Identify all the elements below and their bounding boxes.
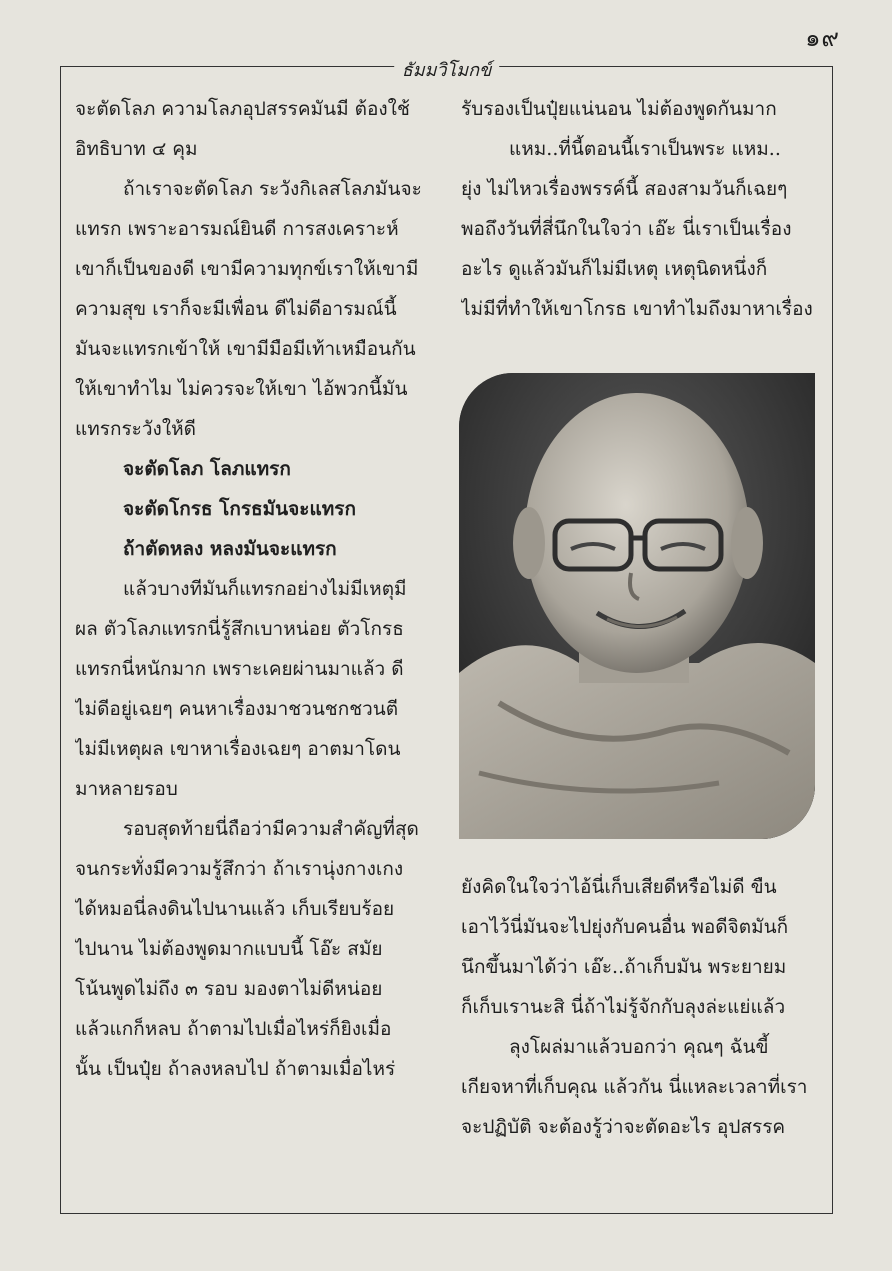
text-line: ถ้าตัดหลง หลงมันจะแทรก (123, 538, 337, 560)
text-line: ถ้าเราจะตัดโลภ ระวังกิเลสโลภมันจะ (123, 178, 422, 200)
text-line: แล้วแกก็หลบ ถ้าตามไปเมื่อไหร่ก็ยิงเมื่อ (75, 1018, 392, 1040)
right-text-column-top (461, 89, 819, 329)
text-line: ไปนาน ไม่ต้องพูดมากแบบนี้ โอ๊ะ สมัย (75, 938, 383, 960)
text-line: รอบสุดท้ายนี่ถือว่ามีความสำคัญที่สุด (123, 818, 419, 840)
text-line: ไม่มีที่ทำให้เขาโกรธ เขาทำไมถึงมาหาเรื่อง (461, 298, 813, 320)
text-line: แทรกระวังให้ดี (75, 418, 196, 440)
text-line: พอถึงวันที่สี่นึกในใจว่า เอ๊ะ นี่เราเป็นเรื่อง (461, 218, 792, 240)
text-line: แหม..ที่นี้ตอนนี้เราเป็นพระ แหม.. (509, 138, 781, 160)
text-line: ลุงโผล่มาแล้วบอกว่า คุณๆ ฉันขี้ (509, 1036, 769, 1058)
text-line: มาหลายรอบ (75, 778, 178, 800)
text-line: นึกขึ้นมาได้ว่า เอ๊ะ..ถ้าเก็บมัน พระยายม (461, 956, 787, 978)
text-line: จะตัดโลภ โลภแทรก (123, 458, 291, 480)
text-line: จะตัดโกรธ โกรธมันจะแทรก (123, 498, 356, 520)
text-line: ไม่ดีอยู่เฉยๆ คนหาเรื่องมาชวนชกชวนตี (75, 698, 399, 720)
page-frame (60, 60, 833, 1214)
text-line: ให้เขาทำไม ไม่ควรจะให้เขา ไอ้พวกนี้มัน (75, 378, 408, 400)
text-line: มันจะแทรกเข้าให้ เขามีมือมีเท้าเหมือนกัน (75, 338, 416, 360)
text-line: อิทธิบาท ๔ คุม (75, 138, 198, 160)
text-line: ยุ่ง ไม่ไหวเรื่องพรรค์นี้ สองสามวันก็เฉยๆ (461, 178, 788, 200)
text-line: เกียจหาที่เก็บคุณ แล้วกัน นี่แหละเวลาที่เรา (461, 1076, 808, 1098)
text-line: โน้นพูดไม่ถึง ๓ รอบ มองตาไม่ดีหน่อย (75, 978, 383, 1000)
text-line: จะปฏิบัติ จะต้องรู้ว่าจะตัดอะไร อุปสรรค (461, 1116, 786, 1138)
portrait-illustration (459, 373, 815, 839)
text-line: รับรองเป็นปุ๋ยแน่นอน ไม่ต้องพูดกันมาก (461, 98, 777, 120)
text-line: เขาก็เป็นของดี เขามีความทุกข์เราให้เขามี (75, 258, 419, 280)
text-line: ความสุข เราก็จะมีเพื่อน ดีไม่ดีอารมณ์นี้ (75, 298, 397, 320)
text-line: จนกระทั่งมีความรู้สึกว่า ถ้าเรานุ่งกางเกง (75, 858, 404, 880)
text-line: ไม่มีเหตุผล เขาหาเรื่องเฉยๆ อาตมาโดน (75, 738, 401, 760)
text-line: แทรกนี่หนักมาก เพราะเคยผ่านมาแล้ว ดี (75, 658, 404, 680)
text-line: อะไร ดูแล้วมันก็ไม่มีเหตุ เหตุนิดหนึ่งก็ (461, 258, 768, 280)
running-header-title: ธัมมวิโมกข์ (394, 55, 500, 84)
text-line: จะตัดโลภ ความโลภอุปสรรคมันมี ต้องใช้ (75, 98, 410, 120)
page-number: ๑๙ (805, 24, 840, 52)
text-line: ได้หมอนี่ลงดินไปนานแล้ว เก็บเรียบร้อย (75, 898, 395, 920)
monk-portrait-photo (459, 373, 815, 839)
text-line: นั้น เป็นปุ๋ย ถ้าลงหลบไป ถ้าตามเมื่อไหร่ (75, 1058, 396, 1080)
left-text-column (75, 89, 435, 1089)
text-line: แทรก เพราะอารมณ์ยินดี การสงเคราะห์ (75, 218, 399, 240)
right-text-column-bottom (461, 867, 819, 1147)
text-line: ผล ตัวโลภแทรกนี่รู้สึกเบาหน่อย ตัวโกรธ (75, 618, 404, 640)
text-line: ก็เก็บเรานะสิ นี่ถ้าไม่รู้จักกับลุงล่ะแย่แล้ว (461, 996, 786, 1018)
text-line: แล้วบางทีมันก็แทรกอย่างไม่มีเหตุมี (123, 578, 407, 600)
text-line: ยังคิดในใจว่าไอ้นี่เก็บเสียดีหรือไม่ดี ขืน (461, 876, 777, 898)
text-line: เอาไว้นี่มันจะไปยุ่งกับคนอื่น พอดีจิตมันก็ (461, 916, 789, 938)
